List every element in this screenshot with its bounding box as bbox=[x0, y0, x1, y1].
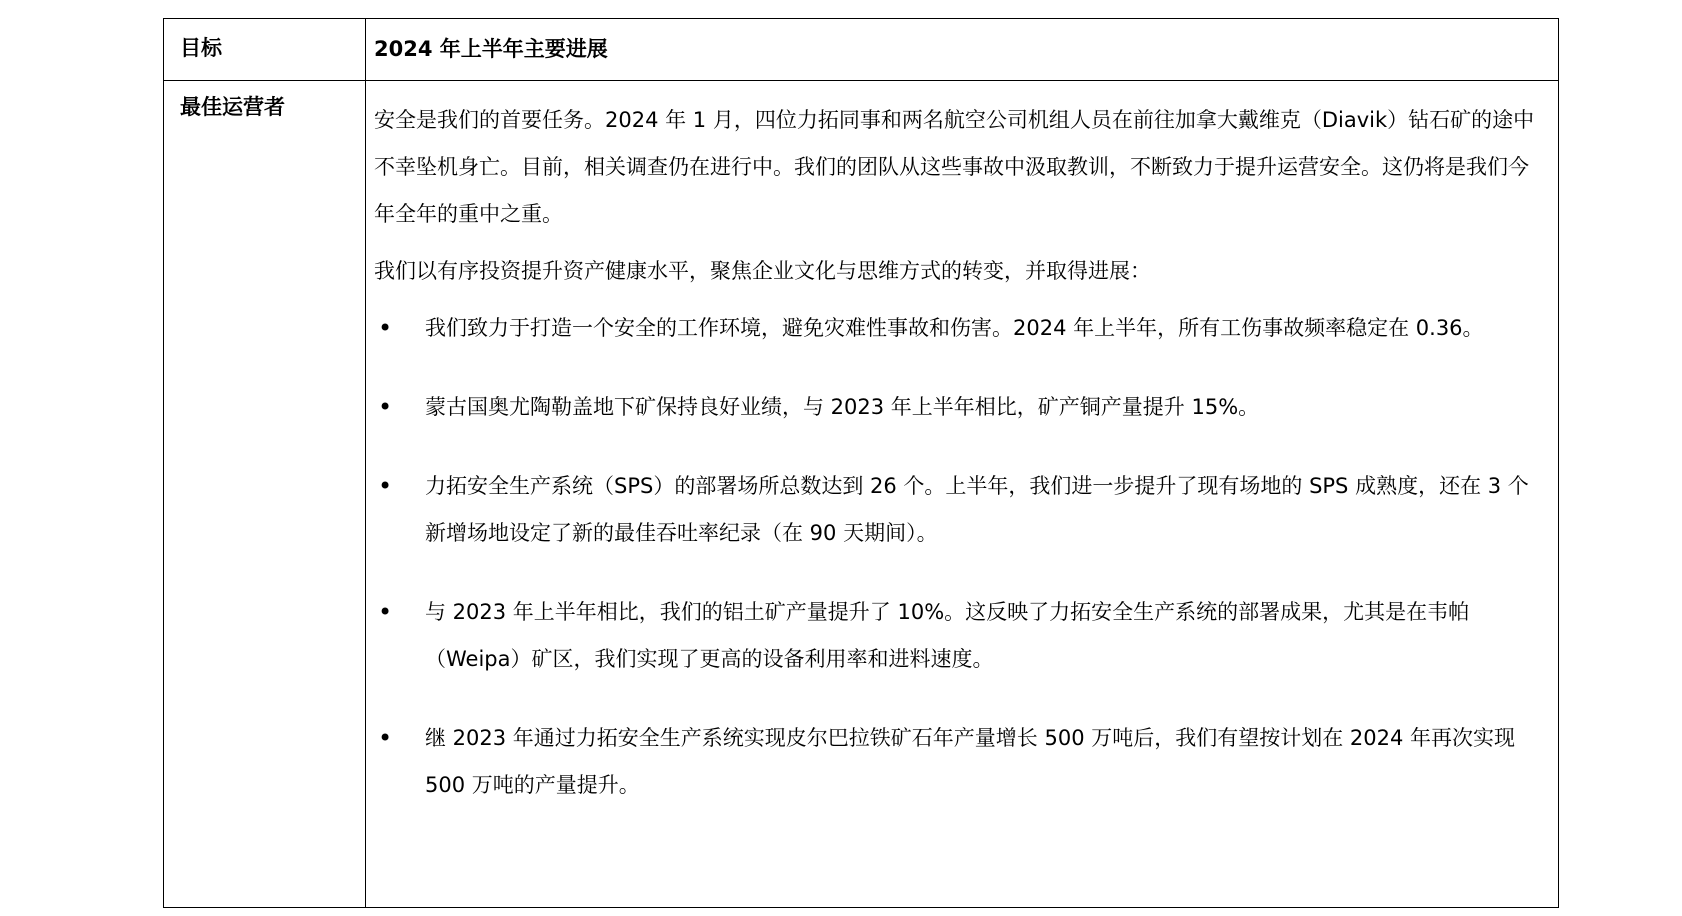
bullet-dot-icon: • bbox=[378, 598, 393, 626]
progress-cell bbox=[374, 97, 1549, 809]
list-item bbox=[374, 384, 1549, 431]
bullet-dot-icon: • bbox=[378, 724, 393, 752]
list-item-text: 继 2023 年通过力拓安全生产系统实现皮尔巴拉铁矿石年产量增长 500 万吨后，我们有望按计划在 2024 年再次实现 500 万吨的产量提升。 bbox=[425, 726, 1516, 797]
bullet-dot-icon: • bbox=[378, 393, 393, 421]
list-item-text: 力拓安全生产系统（SPS）的部署场所总数达到 26 个。上半年，我们进一步提升了现有场地的 SPS 成熟度，还在 3 个新增场地设定了新的最佳吞吐率纪录（在 90 天期间）。 bbox=[425, 474, 1529, 545]
bullet-dot-icon: • bbox=[378, 472, 393, 500]
list-item bbox=[374, 589, 1549, 683]
header-progress-label: 2024 年上半年主要进展 bbox=[374, 37, 608, 61]
paragraph-investment: 我们以有序投资提升资产健康水平，聚焦企业文化与思维方式的转变，并取得进展： bbox=[374, 259, 1151, 283]
paragraph-safety: 安全是我们的首要任务。2024 年 1 月，四位力拓同事和两名航空公司机组人员在前往加拿大戴维克（Diavik）钻石矿的途中不幸坠机身亡。目前，相关调查仍在进行中。我们的团队从这些事故中汲取教训，不断致力于提升运营安全。这仍将是我们今年全年的重中之重。 bbox=[374, 108, 1535, 226]
bullet-dot-icon: • bbox=[378, 314, 393, 342]
column-divider bbox=[365, 19, 366, 907]
table-header-row bbox=[164, 19, 1558, 81]
list-item bbox=[374, 463, 1549, 557]
list-item-text: 蒙古国奥尤陶勒盖地下矿保持良好业绩，与 2023 年上半年相比，矿产铜产量提升 15%。 bbox=[425, 395, 1260, 419]
list-item bbox=[374, 305, 1549, 352]
progress-bullet-list bbox=[374, 305, 1549, 809]
progress-table bbox=[163, 18, 1559, 908]
header-goal-label: 目标 bbox=[180, 36, 222, 60]
list-item-text: 我们致力于打造一个安全的工作环境，避免灾难性事故和伤害。2024 年上半年，所有工伤事故频率稳定在 0.36。 bbox=[425, 316, 1484, 340]
list-item-text: 与 2023 年上半年相比，我们的铝土矿产量提升了 10%。这反映了力拓安全生产系统的部署成果，尤其是在韦帕（Weipa）矿区，我们实现了更高的设备利用率和进料速度。 bbox=[425, 600, 1470, 671]
goal-cell: 最佳运营者 bbox=[180, 95, 285, 119]
list-item bbox=[374, 715, 1549, 809]
